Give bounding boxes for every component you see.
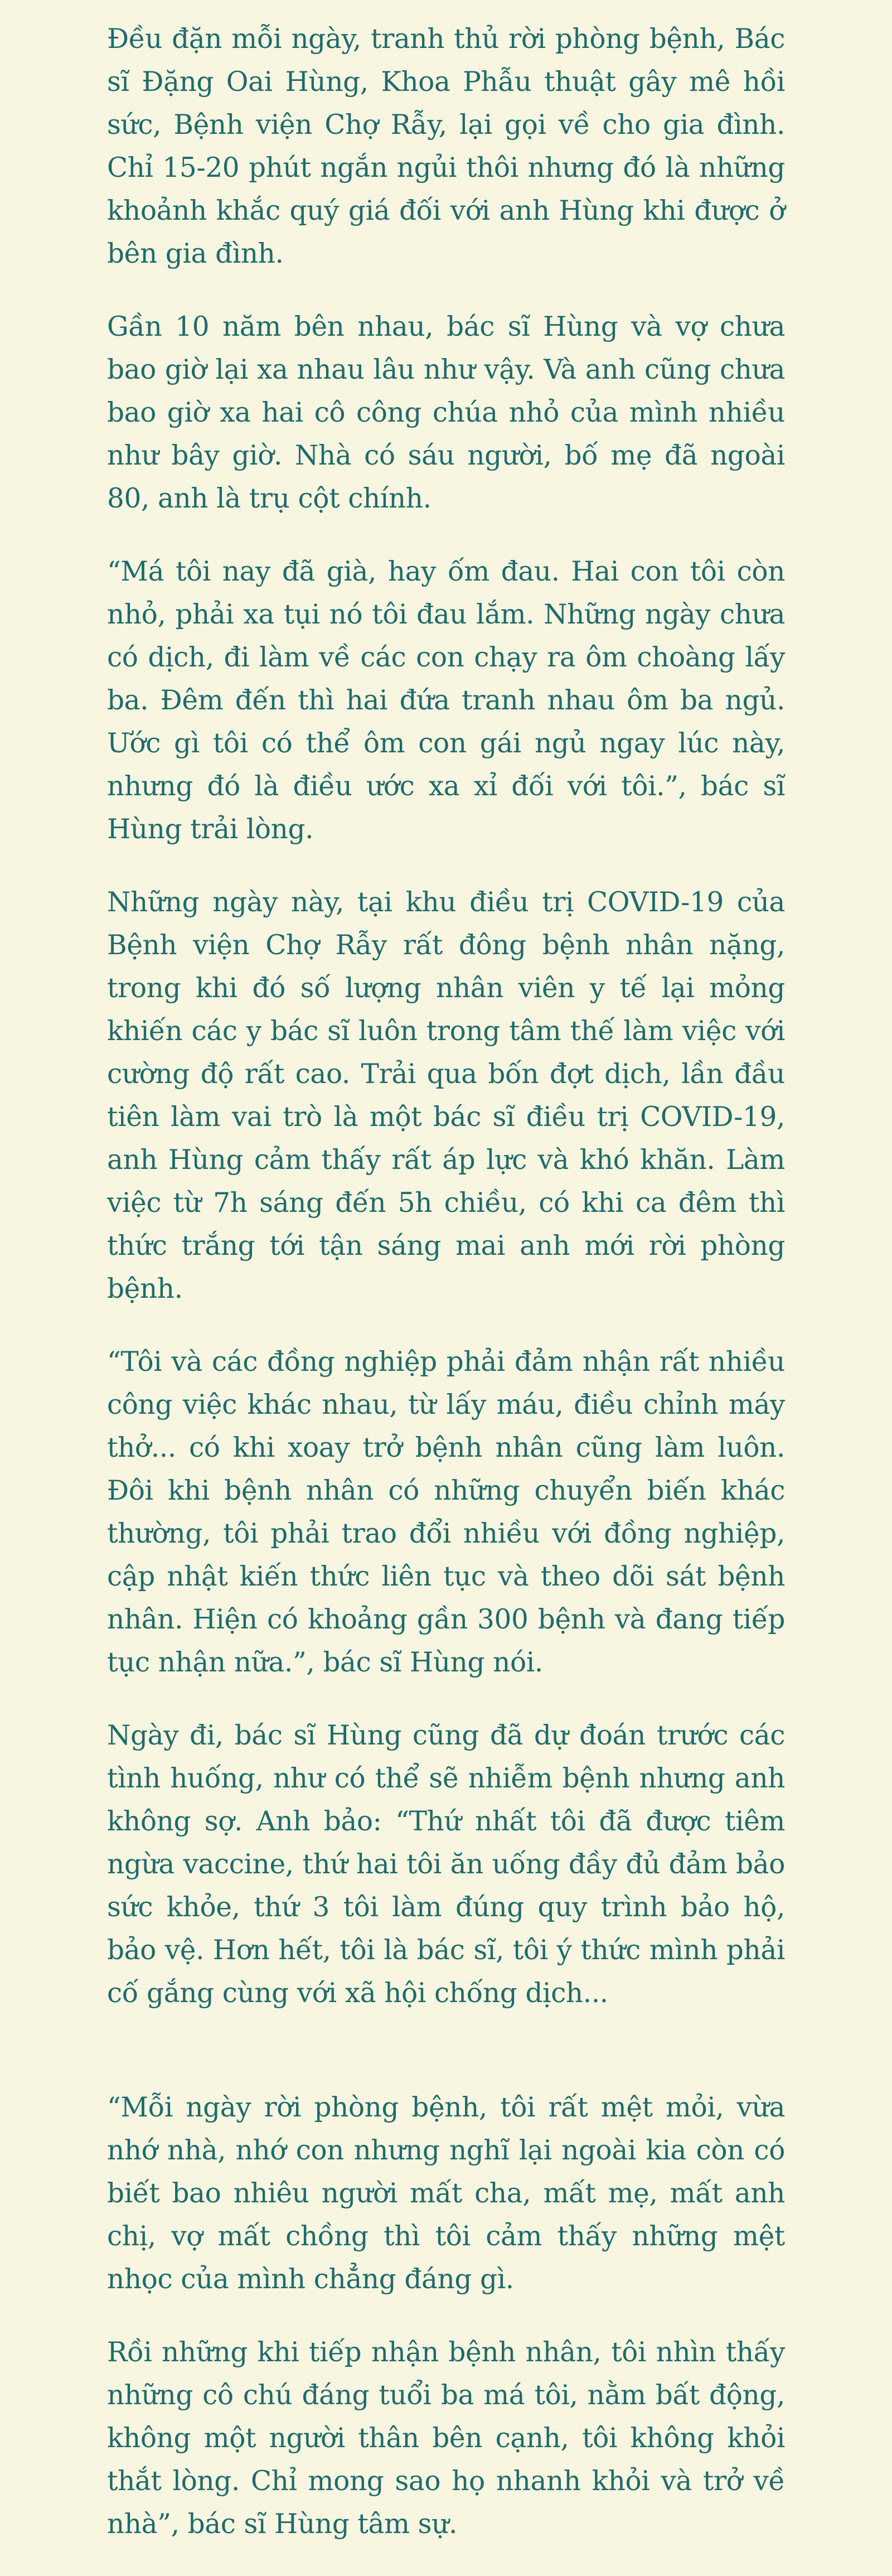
article-paragraph: Gần 10 năm bên nhau, bác sĩ Hùng và vợ chưa bao giờ lại xa nhau lâu như vậy. Và anh cũng chưa bao giờ xa hai cô công chúa nhỏ của mình nhiều như bây giờ. Nhà có sáu người, bố mẹ đã ngoài 80, anh là trụ cột chính.: [107, 311, 785, 514]
article-paragraph: Ngày đi, bác sĩ Hùng cũng đã dự đoán trước các tình huống, như có thể sẽ nhiễm bệnh nhưng anh không sợ. Anh bảo: “Thứ nhất tôi đã được tiêm ngừa vaccine, thứ hai tôi ăn uống đầy đủ đảm bảo sức khỏe, thứ 3 tôi làm đúng quy trình bảo hộ, bảo vệ. Hơn hết, tôi là bác sĩ, tôi ý thức mình phải cố gắng cùng với xã hội chống dịch...: [107, 1720, 785, 2009]
article-paragraph: “Má tôi nay đã già, hay ốm đau. Hai con tôi còn nhỏ, phải xa tụi nó tôi đau lắm. Những ngày chưa có dịch, đi làm về các con chạy ra ôm choàng lấy ba. Đêm đến thì hai đứa tranh nhau ôm ba ngủ. Ước gì tôi có thể ôm con gái ngủ ngay lúc này, nhưng đó là điều ước xa xỉ đối với tôi.”, bác sĩ Hùng trải lòng.: [107, 556, 785, 845]
article-paragraph: Những ngày này, tại khu điều trị COVID-19 của Bệnh viện Chợ Rẫy rất đông bệnh nhân nặng, trong khi đó số lượng nhân viên y tế lại mỏng khiến các y bác sĩ luôn trong tâm thế làm việc với cường độ rất cao. Trải qua bốn đợt dịch, lần đầu tiên làm vai trò là một bác sĩ điều trị COVID-19, anh Hùng cảm thấy rất áp lực và khó khăn. Làm việc từ 7h sáng đến 5h chiều, có khi ca đêm thì thức trắng tới tận sáng mai anh mới rời phòng bệnh.: [107, 887, 785, 1304]
article-paragraph: Đều đặn mỗi ngày, tranh thủ rời phòng bệnh, Bác sĩ Đặng Oai Hùng, Khoa Phẫu thuật gây mê hồi sức, Bệnh viện Chợ Rẫy, lại gọi về cho gia đình. Chỉ 15-20 phút ngắn ngủi thôi nhưng đó là những khoảnh khắc quý giá đối với anh Hùng khi được ở bên gia đình.: [107, 23, 785, 269]
article-paragraph: “Tôi và các đồng nghiệp phải đảm nhận rất nhiều công việc khác nhau, từ lấy máu, điều chỉnh máy thở... có khi xoay trở bệnh nhân cũng làm luôn. Đôi khi bệnh nhân có những chuyển biến khác thường, tôi phải trao đổi nhiều với đồng nghiệp, cập nhật kiến thức liên tục và theo dõi sát bệnh nhân. Hiện có khoảng gần 300 bệnh và đang tiếp tục nhận nữa.”, bác sĩ Hùng nói.: [107, 1346, 785, 1678]
article-paragraph: Rồi những khi tiếp nhận bệnh nhân, tôi nhìn thấy những cô chú đáng tuổi ba má tôi, nằm bất động, không một người thân bên cạnh, tôi không khỏi thắt lòng. Chỉ mong sao họ nhanh khỏi và trở về nhà”, bác sĩ Hùng tâm sự.: [107, 2337, 785, 2540]
article-paragraph: “Mỗi ngày rời phòng bệnh, tôi rất mệt mỏi, vừa nhớ nhà, nhớ con nhưng nghĩ lại ngoài kia còn có biết bao nhiêu người mất cha, mất mẹ, mất anh chị, vợ mất chồng thì tôi cảm thấy những mệt nhọc của mình chẳng đáng gì.: [107, 2092, 785, 2295]
article-body: [107, 18, 785, 2576]
